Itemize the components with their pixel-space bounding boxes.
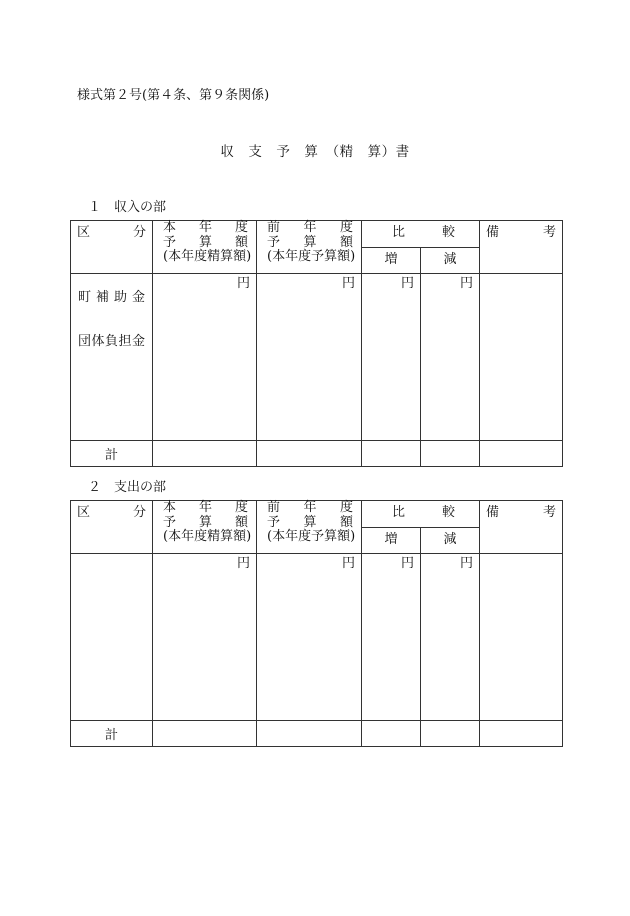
- expense-table: [70, 500, 563, 747]
- item-char: 金: [131, 334, 145, 349]
- header-char: 年: [198, 220, 212, 235]
- total-prev-cell[interactable]: [257, 721, 362, 747]
- decrease-cell[interactable]: [421, 554, 480, 721]
- total-increase-cell[interactable]: [362, 441, 421, 467]
- current-year-budget-header: [153, 221, 257, 274]
- header-char: 度: [234, 220, 248, 235]
- header-char: 考: [542, 505, 556, 520]
- header-char: 年: [303, 500, 317, 515]
- income-section-title: １ 収入の部: [88, 200, 167, 215]
- current-amount-cell[interactable]: [153, 274, 257, 441]
- header-char: 年: [303, 220, 317, 235]
- kubun-header: [71, 221, 153, 274]
- header-char: 考: [542, 225, 556, 240]
- document-title: 収 支 予 算 （精 算）書: [220, 144, 410, 160]
- kubun-header: [71, 501, 153, 554]
- total-current-cell[interactable]: [153, 721, 257, 747]
- yen-unit: 円: [459, 556, 473, 571]
- yen-unit: 円: [459, 276, 473, 291]
- current-note: (本年度精算額): [163, 529, 252, 544]
- header-char: 年: [198, 500, 212, 515]
- header-char: 額: [234, 234, 248, 250]
- increase-header: 増: [362, 528, 421, 554]
- header-char: 本: [163, 220, 177, 235]
- remarks-header: [480, 501, 563, 554]
- total-label: 計: [71, 721, 153, 747]
- header-char: 比: [392, 225, 406, 240]
- header-char: 予: [163, 234, 177, 250]
- item-char: 町: [78, 290, 92, 305]
- remarks-cell[interactable]: [480, 274, 563, 441]
- comparison-header: [362, 501, 480, 528]
- item-char: 体: [91, 334, 105, 349]
- header-char: 備: [486, 505, 500, 520]
- total-label: 計: [71, 441, 153, 467]
- prev-note: (本年度予算額): [267, 249, 356, 264]
- comparison-header: [362, 221, 480, 248]
- yen-unit: 円: [236, 276, 250, 291]
- header-char: 本: [163, 500, 177, 515]
- header-char: 算: [303, 234, 317, 250]
- kubun-char: 分: [132, 225, 146, 240]
- kubun-cell[interactable]: [71, 554, 153, 721]
- prev-year-budget-header: [257, 221, 362, 274]
- decrease-cell[interactable]: [421, 274, 480, 441]
- item-char: 補: [95, 290, 109, 305]
- remarks-cell[interactable]: [480, 554, 563, 721]
- expense-section-title: ２ 支出の部: [88, 480, 167, 495]
- remarks-header: [480, 221, 563, 274]
- yen-unit: 円: [341, 556, 355, 571]
- item-char: 助: [113, 290, 127, 305]
- income-table: [70, 220, 563, 467]
- prev-amount-cell[interactable]: [257, 274, 362, 441]
- prev-amount-cell[interactable]: [257, 554, 362, 721]
- header-char: 予: [267, 514, 281, 530]
- header-char: 算: [303, 514, 317, 530]
- current-note: (本年度精算額): [163, 249, 252, 264]
- kubun-char: 区: [77, 505, 91, 520]
- prev-year-budget-header: [257, 501, 362, 554]
- current-amount-cell[interactable]: [153, 554, 257, 721]
- yen-unit: 円: [341, 276, 355, 291]
- item-char: 団: [78, 334, 92, 349]
- increase-cell[interactable]: [362, 554, 421, 721]
- header-char: 度: [339, 220, 353, 235]
- total-current-cell[interactable]: [153, 441, 257, 467]
- item-town-subsidy: [78, 290, 145, 306]
- header-char: 額: [339, 234, 353, 250]
- header-char: 額: [339, 514, 353, 530]
- header-char: 度: [234, 500, 248, 515]
- header-char: 比: [392, 505, 406, 520]
- header-char: 較: [441, 225, 455, 240]
- total-increase-cell[interactable]: [362, 721, 421, 747]
- decrease-header: 減: [421, 248, 480, 274]
- decrease-header: 減: [421, 528, 480, 554]
- kubun-char: 分: [132, 505, 146, 520]
- item-char: 担: [118, 334, 132, 349]
- header-char: 較: [441, 505, 455, 520]
- total-remarks-cell[interactable]: [480, 721, 563, 747]
- header-char: 予: [267, 234, 281, 250]
- total-prev-cell[interactable]: [257, 441, 362, 467]
- total-decrease-cell[interactable]: [421, 441, 480, 467]
- header-char: 予: [163, 514, 177, 530]
- kubun-cell: [71, 274, 153, 441]
- header-char: 算: [198, 234, 212, 250]
- total-remarks-cell[interactable]: [480, 441, 563, 467]
- header-char: 備: [486, 225, 500, 240]
- header-char: 前: [267, 500, 281, 515]
- header-char: 度: [339, 500, 353, 515]
- prev-note: (本年度予算額): [267, 529, 356, 544]
- total-decrease-cell[interactable]: [421, 721, 480, 747]
- item-group-contribution: [78, 334, 145, 350]
- yen-unit: 円: [400, 276, 414, 291]
- yen-unit: 円: [400, 556, 414, 571]
- increase-cell[interactable]: [362, 274, 421, 441]
- header-char: 額: [234, 514, 248, 530]
- form-number: 様式第２号(第４条、第９条関係): [77, 88, 270, 103]
- header-char: 前: [267, 220, 281, 235]
- current-year-budget-header: [153, 501, 257, 554]
- header-char: 算: [198, 514, 212, 530]
- kubun-char: 区: [77, 225, 91, 240]
- increase-header: 増: [362, 248, 421, 274]
- yen-unit: 円: [236, 556, 250, 571]
- item-char: 金: [131, 290, 145, 305]
- item-char: 負: [104, 334, 118, 349]
